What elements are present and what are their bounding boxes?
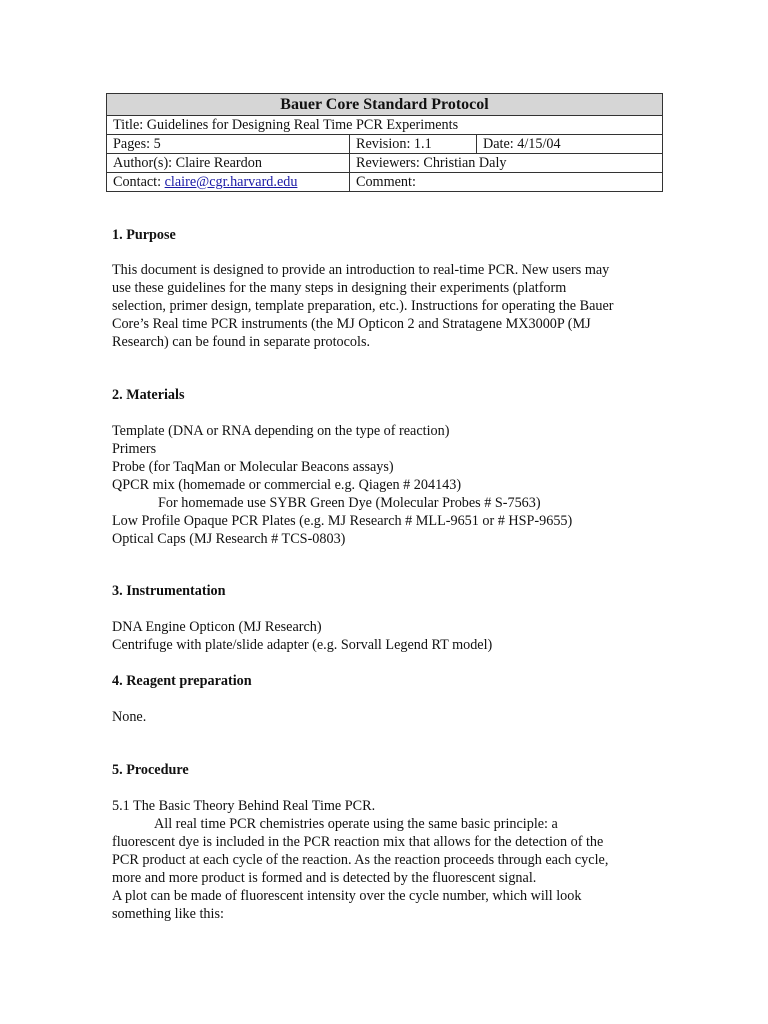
reagent-heading: 4. Reagent preparation <box>112 673 252 689</box>
purpose-section <box>112 226 652 244</box>
instrumentation-section <box>112 582 652 600</box>
contact-email-link[interactable]: claire@cgr.harvard.edu <box>164 173 298 190</box>
reagent-text: None. <box>112 709 147 725</box>
list-item: Primers <box>112 441 157 457</box>
procedure-line: PCR product at each cycle of the reaction. As the reaction proceeds through each cycle, <box>112 852 609 868</box>
procedure-line: A plot can be made of fluorescent intensity over the cycle number, which will look <box>112 888 582 904</box>
comment-cell: Comment: <box>350 173 663 192</box>
pages-cell: Pages: 5 <box>107 135 350 154</box>
document-title: Title: Guidelines for Designing Real Time PCR Experiments <box>107 116 663 135</box>
purpose-body <box>112 261 652 351</box>
procedure-line: more and more product is formed and is detected by the fluorescent signal. <box>112 870 537 886</box>
reviewers-cell: Reviewers: Christian Daly <box>350 154 663 173</box>
purpose-heading: 1. Purpose <box>112 227 176 243</box>
procedure-subheading: 5.1 The Basic Theory Behind Real Time PCR. <box>112 798 376 814</box>
procedure-line: fluorescent dye is included in the PCR reaction mix that allows for the detection of the <box>112 834 604 850</box>
date-cell: Date: 4/15/04 <box>477 135 663 154</box>
reagent-body <box>112 708 652 726</box>
materials-list <box>112 422 652 548</box>
protocol-title: Bauer Core Standard Protocol <box>107 94 663 116</box>
protocol-header-table <box>106 93 663 192</box>
purpose-line: Research) can be found in separate protocols. <box>112 334 371 350</box>
list-item: Probe (for TaqMan or Molecular Beacons assays) <box>112 459 394 475</box>
procedure-heading: 5. Procedure <box>112 762 189 778</box>
instrumentation-list <box>112 618 652 654</box>
list-item: For homemade use SYBR Green Dye (Molecular Probes # S-7563) <box>158 495 541 511</box>
revision-cell: Revision: 1.1 <box>350 135 477 154</box>
reagent-section <box>112 672 652 690</box>
list-item: Low Profile Opaque PCR Plates (e.g. MJ Research # MLL-9651 or # HSP-9655) <box>112 513 573 529</box>
purpose-line: This document is designed to provide an introduction to real-time PCR. New users may <box>112 262 610 278</box>
procedure-line: All real time PCR chemistries operate using the same basic principle: a <box>154 816 558 832</box>
authors-cell: Author(s): Claire Reardon <box>107 154 350 173</box>
procedure-line: something like this: <box>112 906 224 922</box>
purpose-line: use these guidelines for the many steps in designing their experiments (platform <box>112 280 567 296</box>
contact-cell <box>107 173 350 192</box>
materials-heading: 2. Materials <box>112 387 185 403</box>
purpose-line: selection, primer design, template preparation, etc.). Instructions for operating the Bauer <box>112 298 614 314</box>
purpose-line: Core’s Real time PCR instruments (the MJ Opticon 2 and Stratagene MX3000P (MJ <box>112 316 591 332</box>
list-item: Template (DNA or RNA depending on the type of reaction) <box>112 423 450 439</box>
instrumentation-heading: 3. Instrumentation <box>112 583 226 599</box>
contact-label: Contact: <box>113 173 165 190</box>
list-item: QPCR mix (homemade or commercial e.g. Qiagen # 204143) <box>112 477 462 493</box>
list-item: DNA Engine Opticon (MJ Research) <box>112 619 322 635</box>
list-item: Optical Caps (MJ Research # TCS-0803) <box>112 531 346 547</box>
procedure-body <box>112 797 652 923</box>
materials-section <box>112 386 652 404</box>
list-item: Centrifuge with plate/slide adapter (e.g. Sorvall Legend RT model) <box>112 637 493 653</box>
procedure-section <box>112 761 652 779</box>
